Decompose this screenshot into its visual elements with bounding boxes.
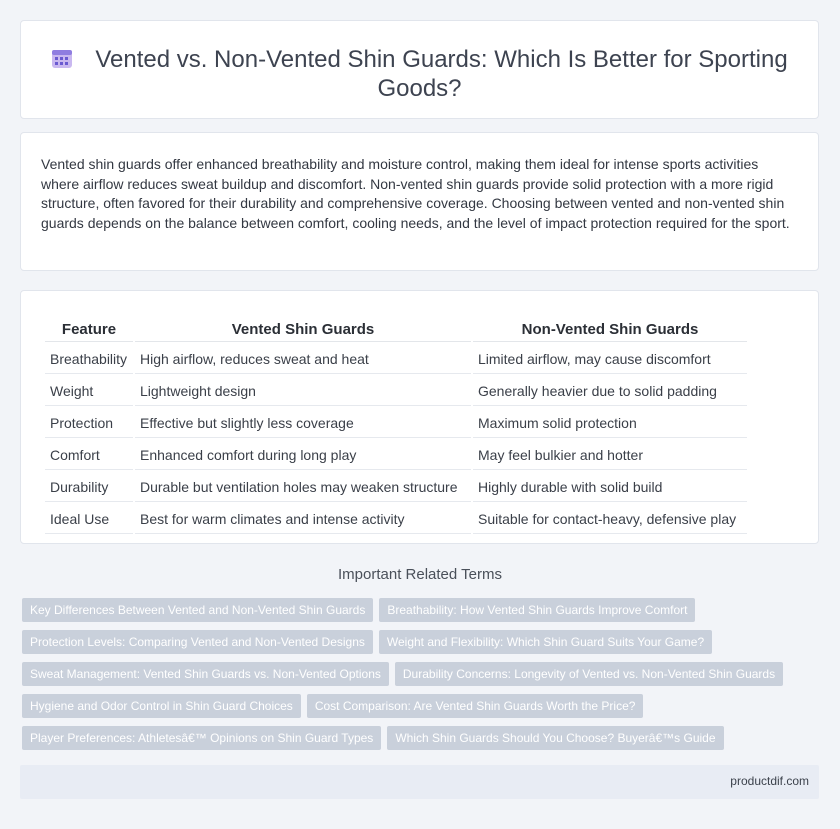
vented-cell: High airflow, reduces sweat and heat xyxy=(135,344,471,374)
vented-cell: Effective but slightly less coverage xyxy=(135,408,471,438)
vented-cell: Lightweight design xyxy=(135,376,471,406)
table-header-row xyxy=(45,317,747,342)
non-vented-cell: Suitable for contact-heavy, defensive play xyxy=(473,504,747,534)
comparison-table xyxy=(43,315,749,536)
feature-cell: Protection xyxy=(45,408,133,438)
non-vented-cell: Generally heavier due to solid padding xyxy=(473,376,747,406)
related-term-link[interactable]: Weight and Flexibility: Which Shin Guard Suits Your Game? xyxy=(379,630,712,654)
header-vented: Vented Shin Guards xyxy=(135,317,471,342)
non-vented-cell: Highly durable with solid build xyxy=(473,472,747,502)
related-term-link[interactable]: Player Preferences: Athletesâ€™ Opinions on Shin Guard Types xyxy=(22,726,381,750)
related-term-link[interactable]: Key Differences Between Vented and Non-Vented Shin Guards xyxy=(22,598,373,622)
non-vented-cell: Limited airflow, may cause discomfort xyxy=(473,344,747,374)
table-row xyxy=(45,440,747,470)
feature-cell: Breathability xyxy=(45,344,133,374)
feature-cell: Ideal Use xyxy=(45,504,133,534)
intro-paragraph: Vented shin guards offer enhanced breathability and moisture control, making them ideal for intense sports activities where airflow reduces sweat buildup and discomfort. Non-vented shin guards provide solid protection with a more rigid structure, often favored for their durability and comprehensive coverage. Choosing between vented and non-vented shin guards depends on the balance between comfort, cooling needs, and the level of impact protection required for the sport. xyxy=(41,156,790,231)
related-terms-list xyxy=(22,598,812,758)
related-term-link[interactable]: Durability Concerns: Longevity of Vented vs. Non-Vented Shin Guards xyxy=(395,662,783,686)
calendar-icon xyxy=(51,47,73,69)
related-term-link[interactable]: Cost Comparison: Are Vented Shin Guards Worth the Price? xyxy=(307,694,644,718)
feature-cell: Durability xyxy=(45,472,133,502)
intro-card xyxy=(20,132,819,271)
related-term-link[interactable]: Which Shin Guards Should You Choose? Buyerâ€™s Guide xyxy=(387,726,723,750)
table-row xyxy=(45,408,747,438)
table-row xyxy=(45,504,747,534)
related-term-link[interactable]: Sweat Management: Vented Shin Guards vs. Non-Vented Options xyxy=(22,662,389,686)
footer-bar xyxy=(20,765,819,799)
feature-cell: Weight xyxy=(45,376,133,406)
vented-cell: Durable but ventilation holes may weaken structure xyxy=(135,472,471,502)
header-non-vented: Non-Vented Shin Guards xyxy=(473,317,747,342)
related-term-link[interactable]: Protection Levels: Comparing Vented and Non-Vented Designs xyxy=(22,630,373,654)
table-row xyxy=(45,376,747,406)
non-vented-cell: Maximum solid protection xyxy=(473,408,747,438)
page-title-text: Vented vs. Non-Vented Shin Guards: Which Is Better for Sporting Goods? xyxy=(95,46,788,102)
non-vented-cell: May feel bulkier and hotter xyxy=(473,440,747,470)
feature-cell: Comfort xyxy=(45,440,133,470)
related-term-link[interactable]: Hygiene and Odor Control in Shin Guard Choices xyxy=(22,694,301,718)
page-title xyxy=(51,45,788,103)
related-term-link[interactable]: Breathability: How Vented Shin Guards Improve Comfort xyxy=(379,598,695,622)
related-terms-title: Important Related Terms xyxy=(338,566,502,583)
footer-site-link[interactable]: productdif.com xyxy=(730,774,809,788)
vented-cell: Enhanced comfort during long play xyxy=(135,440,471,470)
header-card xyxy=(20,20,819,119)
comparison-card xyxy=(20,290,819,544)
vented-cell: Best for warm climates and intense activity xyxy=(135,504,471,534)
table-row xyxy=(45,344,747,374)
table-row xyxy=(45,472,747,502)
header-feature: Feature xyxy=(45,317,133,342)
